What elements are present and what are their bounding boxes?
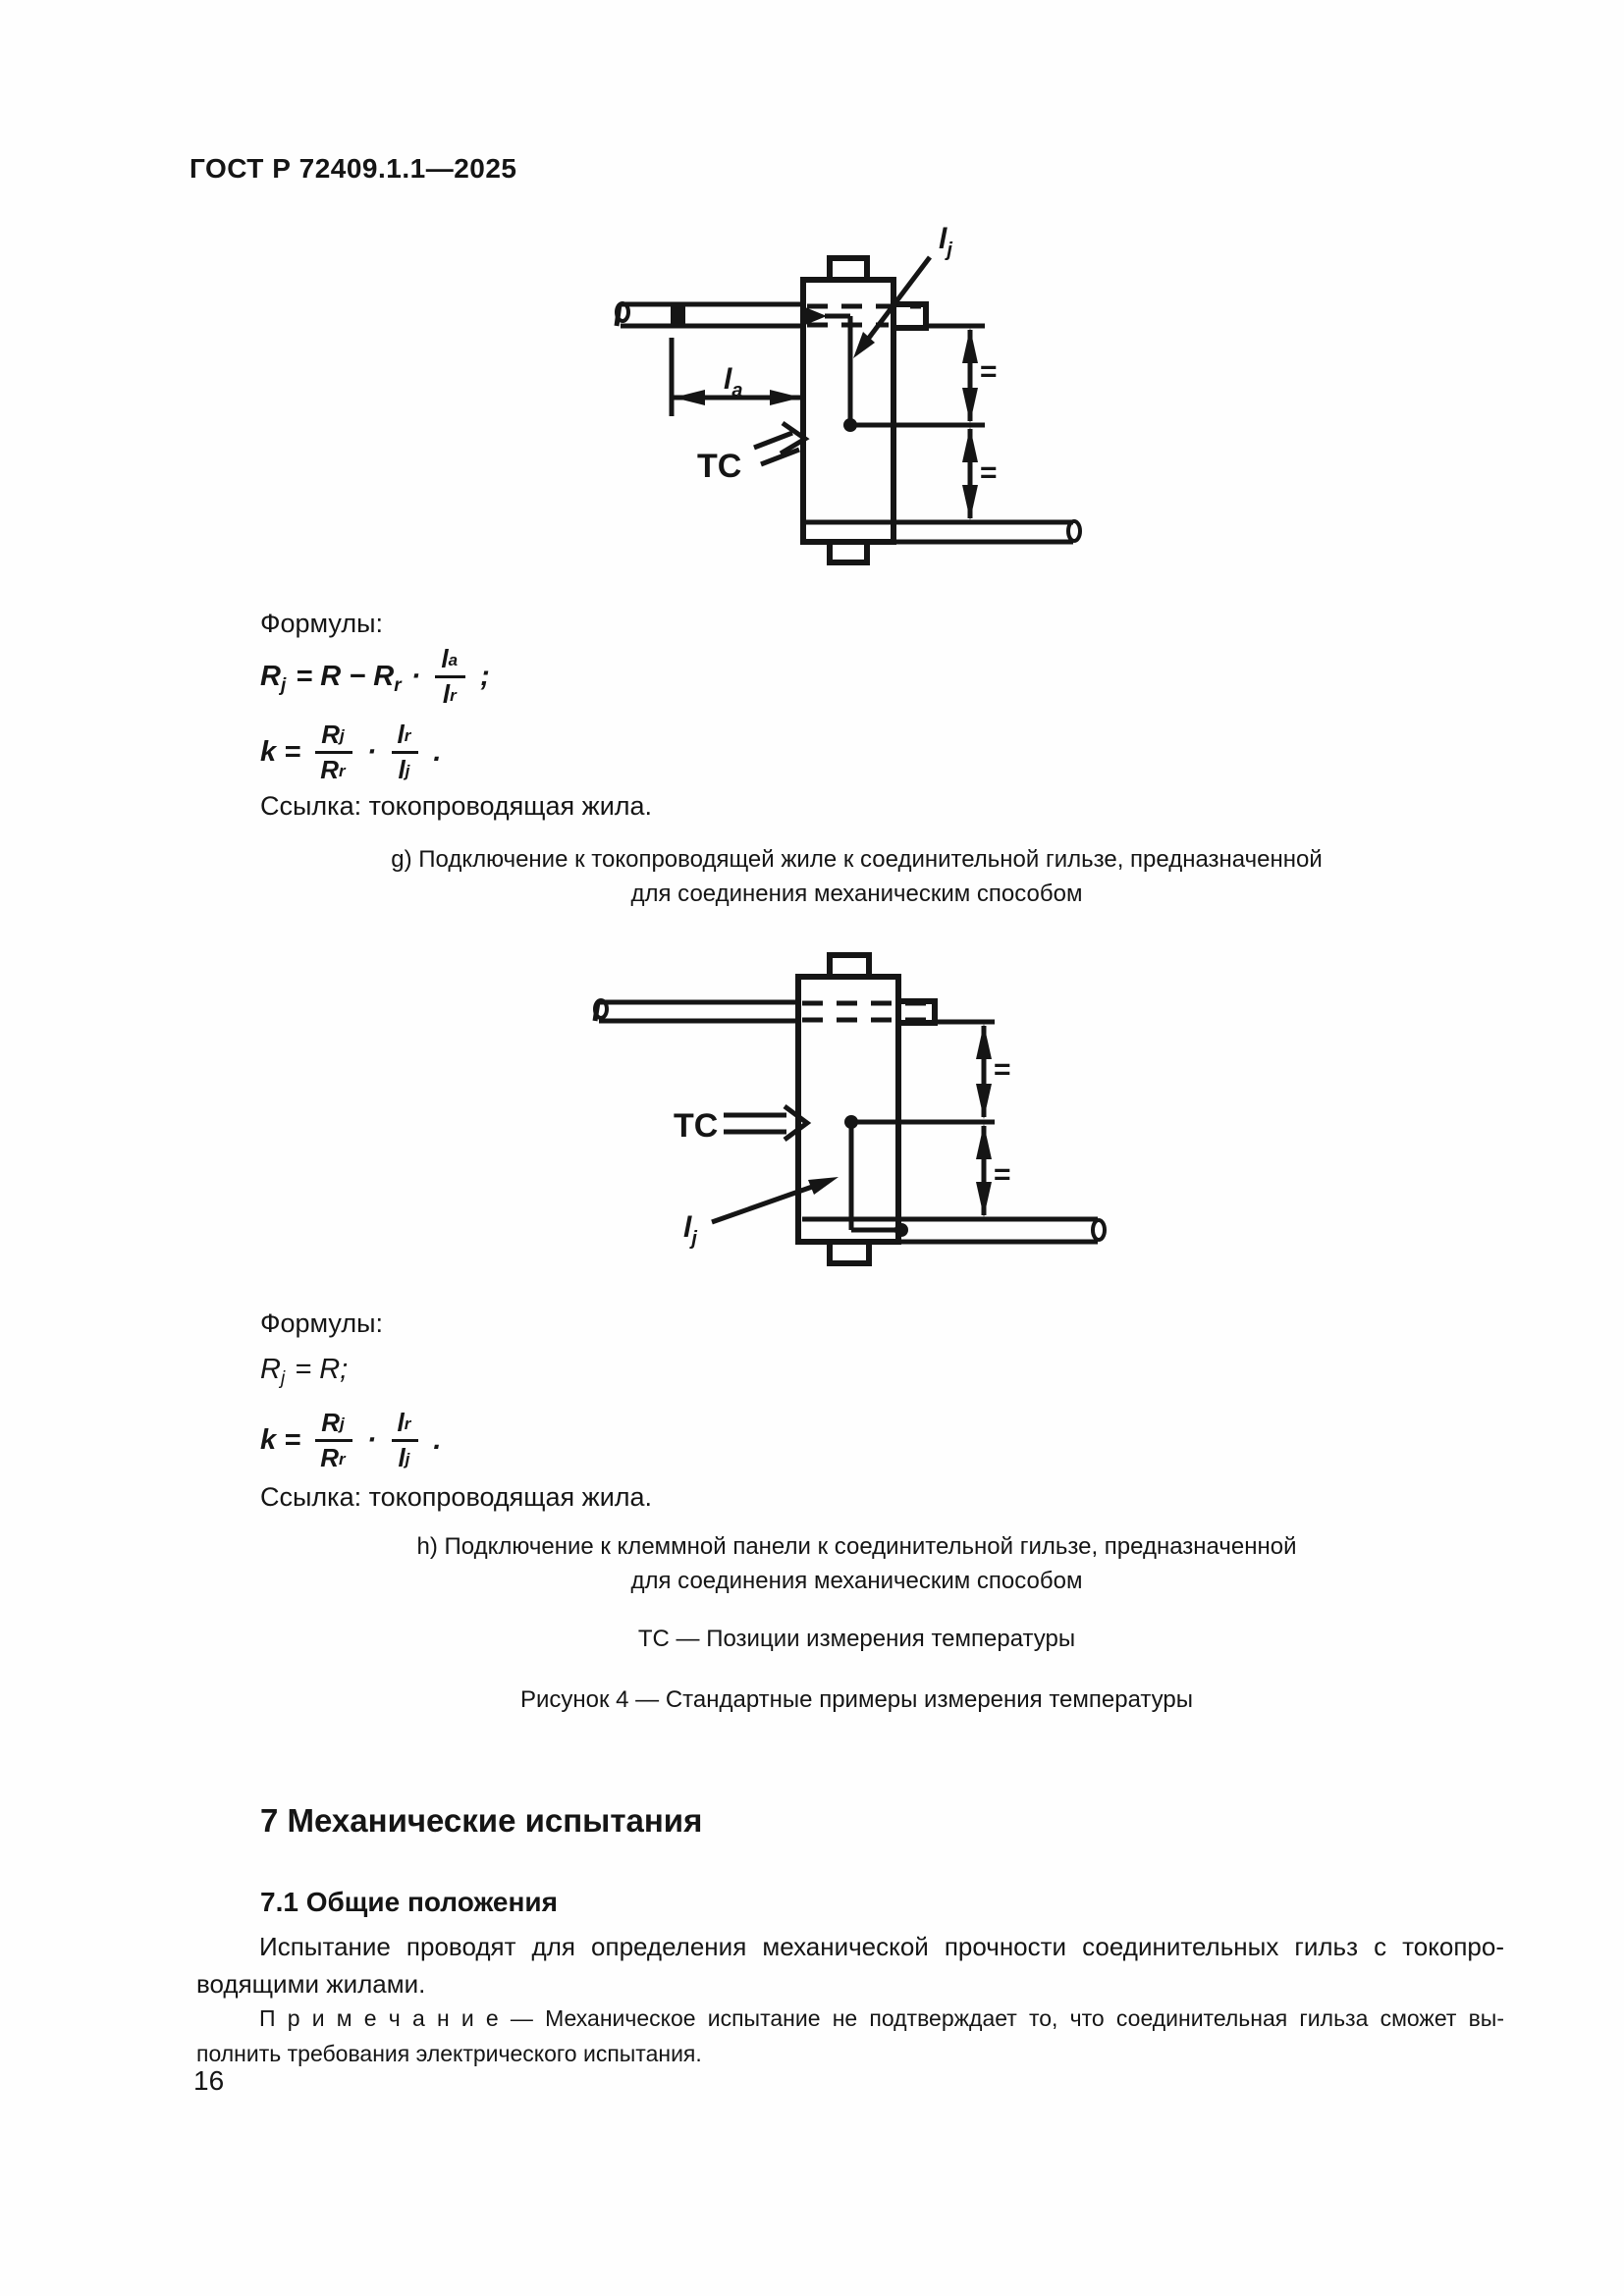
note-paragraph: П р и м е ч а н и е — Механическое испытание не подтверждает то, что соединительная гильза сможет вы- полнить требования электрического испытания.: [196, 2005, 1504, 2066]
equal-mark: =: [994, 1053, 1011, 1086]
section-heading: 7 Механические испытания: [260, 1802, 703, 1839]
page-number: 16: [193, 2065, 225, 2096]
figure-caption: Рисунок 4 — Стандартные примеры измерения температуры: [519, 1686, 1194, 1713]
page-header: ГОСТ Р 72409.1.1—2025: [189, 153, 517, 184]
figure-h-diagram: [574, 937, 1124, 1271]
lj-label: $l_j$: [683, 1211, 697, 1250]
subfigure-h-caption: h) Подключение к клеммной панели к соединительной гильзе, предназначенной для соединения механическим способом: [416, 1533, 1297, 1594]
formula-k: k = R j R r · l r l j .: [260, 719, 442, 784]
tc-label: TC: [697, 448, 742, 485]
sleeve-bottom-tab: [830, 542, 867, 562]
la-label: $l_a$: [724, 363, 743, 401]
fraction: l a l r: [435, 644, 465, 710]
right-stub: [893, 304, 926, 328]
sleeve-top-tab: [830, 955, 869, 977]
body-paragraph: Испытание проводят для определения механической прочности соединительных гильз с токопро- водящими жилами.: [196, 1932, 1504, 1999]
sleeve-bottom-tab: [830, 1242, 869, 1263]
equal-mark: =: [980, 456, 998, 489]
tc-label: TC: [674, 1107, 719, 1145]
lj-label: $l_j$: [939, 223, 952, 261]
conductor-arrowhead: [805, 307, 827, 325]
sleeve-top-tab: [830, 258, 867, 280]
formula-k: k = R j R r · l r l j .: [260, 1407, 442, 1472]
wire-band: [671, 304, 685, 326]
fraction: l r l j: [392, 1408, 419, 1473]
sleeve-body: [798, 977, 898, 1242]
formulas-title: Формулы:: [260, 1308, 383, 1338]
equal-mark: =: [980, 355, 998, 388]
reference-note: Ссылка: токопроводящая жила.: [260, 1482, 653, 1512]
equal-mark: =: [994, 1158, 1011, 1191]
figure-legend: ТС — Позиции измерения температуры: [637, 1626, 1076, 1652]
fraction: l r l j: [392, 720, 419, 785]
fraction: R j R r: [315, 720, 352, 785]
formula-rj: R j = R − R r · l a l r ;: [260, 643, 490, 709]
subfigure-g-caption: g) Подключение к токопроводящей жиле к соединительной гильзе, предназначенной для соединения механическим способом: [391, 846, 1323, 907]
formula-rj-simple: R j = R;: [260, 1353, 349, 1389]
formulas-title: Формулы:: [260, 609, 383, 638]
reference-note: Ссылка: токопроводящая жила.: [260, 791, 653, 821]
fraction: R j R r: [315, 1408, 352, 1473]
subsection-heading: 7.1 Общие положения: [260, 1887, 558, 1917]
figure-g-diagram: [584, 218, 1124, 574]
measure-point-dot: [894, 1223, 908, 1237]
wire-end-curl: [1068, 521, 1080, 541]
wire-end-curl: [1093, 1220, 1105, 1240]
